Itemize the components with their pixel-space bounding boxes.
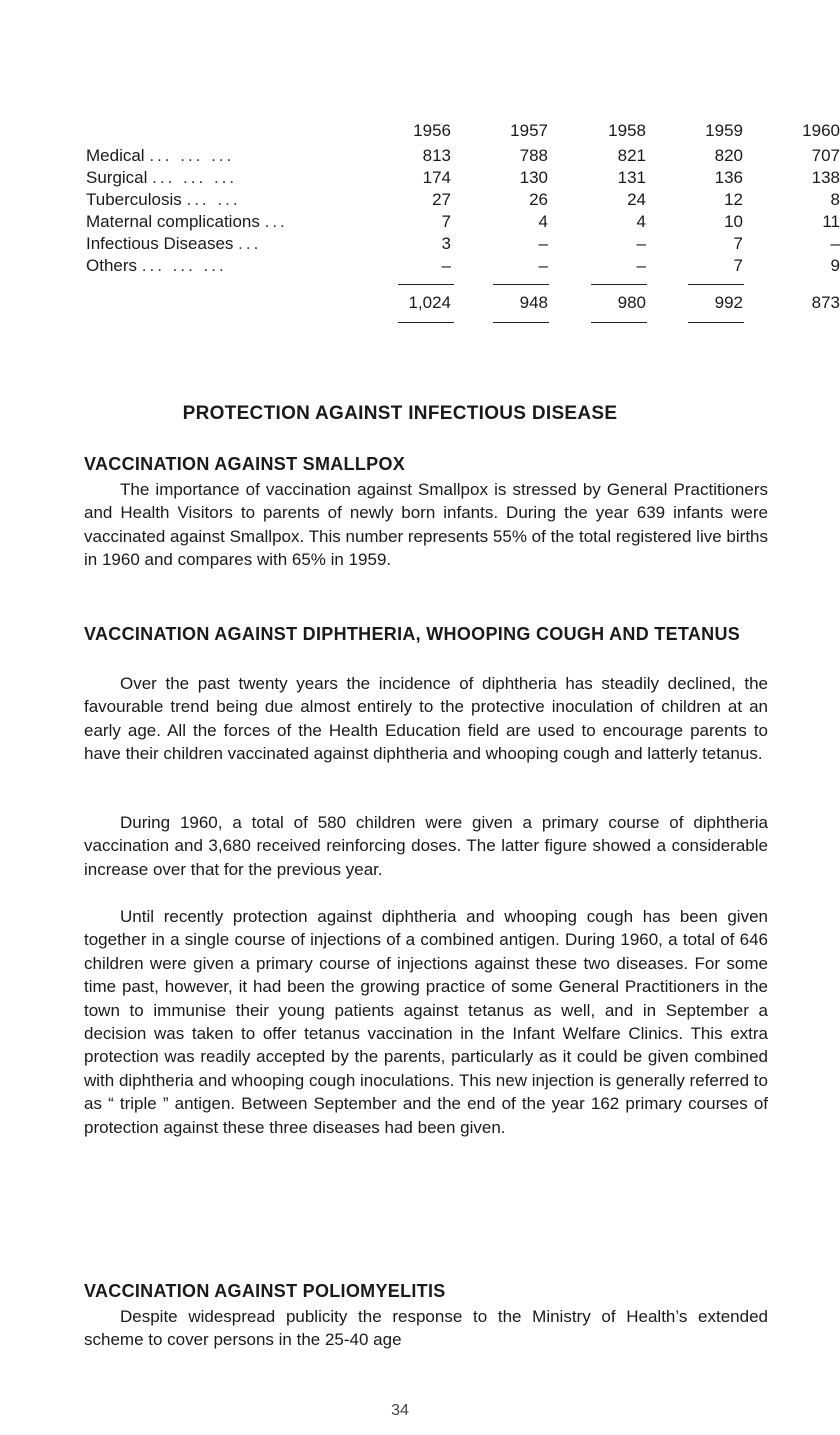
total-rule: [688, 322, 744, 323]
row-label: Medical ... ... ...: [86, 146, 235, 165]
total-rule: [591, 284, 647, 285]
table-cell: 3: [441, 234, 451, 253]
table-cell: 7: [441, 212, 451, 231]
paragraph: Despite widespread publicity the response to the Ministry of Health’s extended scheme to cover persons in the 25-40 age: [84, 1307, 768, 1350]
table-cell: –: [636, 234, 646, 253]
total-value: 948: [519, 293, 548, 312]
table-cell: 136: [714, 168, 743, 187]
subsection-title: VACCINATION AGAINST SMALLPOX: [84, 454, 406, 474]
row-label: Tuberculosis ... ...: [86, 190, 241, 209]
table-cell: 138: [811, 168, 840, 187]
year-header: 1956: [413, 121, 451, 140]
total-value: 980: [617, 293, 646, 312]
table-cell: 707: [811, 146, 840, 165]
admissions-table: [0, 0, 840, 380]
year-header: 1959: [705, 121, 743, 140]
total-value: 992: [714, 293, 743, 312]
paragraph: During 1960, a total of 580 children were given a primary course of diphtheria vaccination and 3,680 received reinforcing doses. The latter figure showed a considerable increase over that for the previous year.: [84, 813, 768, 879]
table-cell: –: [538, 234, 548, 253]
row-label: Others ... ... ...: [86, 256, 227, 275]
row-label: Surgical ... ... ...: [86, 168, 238, 187]
table-cell: 10: [724, 212, 743, 231]
table-cell: 131: [617, 168, 646, 187]
table-cell: 27: [432, 190, 451, 209]
table-cell: 12: [724, 190, 743, 209]
year-header: 1957: [510, 121, 548, 140]
table-cell: 820: [714, 146, 743, 165]
table-cell: 7: [733, 256, 743, 275]
subsection-title: VACCINATION AGAINST DIPHTHERIA, WHOOPING COUGH AND TETANUS: [84, 624, 741, 644]
page-number: 34: [391, 1402, 409, 1419]
paragraph: Over the past twenty years the incidence of diphtheria has steadily declined, the favourable trend being due almost entirely to the protective inoculation of children at an early age. All the forces of the Health Education field are used to encourage parents to have their children vaccinated against diphtheria and whooping cough and latterly tetanus.: [84, 674, 768, 764]
paragraph: The importance of vaccination against Smallpox is stressed by General Practitioners and Health Visitors to parents of newly born infants. During the year 639 infants were vaccinated against Smallpox. This number represents 55% of the total registered live births in 1960 and compares with 65% in 1959.: [84, 480, 768, 570]
total-rule: [398, 322, 454, 323]
table-cell: –: [830, 234, 840, 253]
row-label: Maternal complications ...: [86, 212, 288, 231]
year-header: 1958: [608, 121, 646, 140]
total-rule: [591, 322, 647, 323]
total-value: 1,024: [408, 293, 451, 312]
table-cell: –: [538, 256, 548, 275]
total-value: 873: [811, 293, 840, 312]
table-cell: 9: [830, 256, 840, 275]
total-rule: [493, 322, 549, 323]
paragraph: Until recently protection against diphtheria and whooping cough has been given together in a single course of injections of a combined antigen. During 1960, a total of 646 children were given a primary course of injections against these two diseases. For some time past, however, it had been the growing practice of some General Practitioners in the town to immunise their young patients against tetanus as well, and in September a decision was taken to offer tetanus vaccination in the Infant Welfare Clinics. This extra protection was readily accepted by the parents, particularly as it could be given combined with diphtheria and whooping cough inoculations. This new injection is generally referred to as “ triple ” antigen. Between September and the end of the year 162 primary courses of protection against these three diseases had been given.: [84, 907, 768, 1137]
table-cell: –: [441, 256, 451, 275]
table-cell: 813: [422, 146, 451, 165]
table-cell: 26: [529, 190, 548, 209]
table-cell: 4: [636, 212, 646, 231]
table-cell: 130: [519, 168, 548, 187]
table-cell: 11: [822, 212, 840, 231]
table-cell: 8: [830, 190, 840, 209]
table-cell: 821: [617, 146, 646, 165]
table-cell: 788: [519, 146, 548, 165]
row-label: Infectious Diseases ...: [86, 234, 262, 253]
table-cell: –: [636, 256, 646, 275]
total-rule: [398, 284, 454, 285]
total-rule: [688, 284, 744, 285]
table-cell: 174: [422, 168, 451, 187]
section-heading: PROTECTION AGAINST INFECTIOUS DISEASE: [182, 403, 618, 424]
table-cell: 4: [538, 212, 548, 231]
table-cell: 24: [627, 190, 646, 209]
total-rule: [493, 284, 549, 285]
subsection-title: VACCINATION AGAINST POLIOMYELITIS: [84, 1281, 446, 1301]
year-header: 1960: [802, 121, 840, 140]
table-cell: 7: [733, 234, 743, 253]
